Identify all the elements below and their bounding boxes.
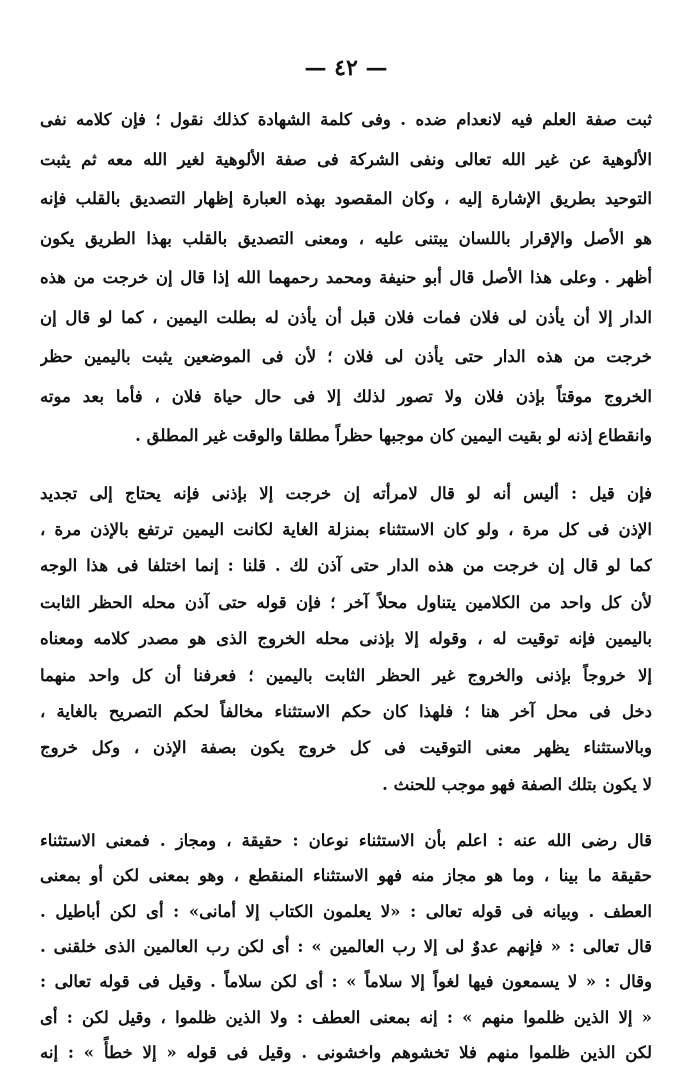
paragraph-2 — [40, 476, 652, 804]
text-line: كما لو قال إن خرجت من هذه الدار حتى آذن لك . قلنا : إنما اختلفا فى هذا الوجه — [40, 556, 652, 576]
text-line: حقيقة ما بينا ، وما هو مجاز منه فهو الاستثناء المنقطع ، وهو بمعنى لكن أو بمعنى — [40, 866, 652, 886]
text-line: وقال : « لا يسمعون فيها لغواً إلا سلاماً » : أى لكن سلاماً . وقيل فى قوله تعالى : — [40, 972, 652, 992]
paragraph-1 — [40, 100, 652, 456]
text-line: باليمين فإنه توقيت له ، وقوله إلا بإذنى محله الخروج الذى هو مصدر كلامه ومعناه — [40, 629, 652, 649]
text-line: لكن الذين ظلموا منهم فلا تخشوهم واخشونى . وقيل فى قوله « إلا خطأً » : إنه — [40, 1042, 652, 1062]
text-line: لأن كل واحد من الكلامين يتناول محلاً آخر ؛ فإن قوله حتى آذن محله الحظر الثابت — [40, 592, 652, 612]
text-line: قال رضى الله عنه : اعلم بأن الاستثناء نوعان : حقيقة ، ومجاز . فمعنى الاستثناء — [40, 831, 652, 851]
text-line: خرجت من هذه الدار حتى يأذن لى فلان ؛ لأن فى الموضعين يثبت باليمين حظر — [40, 347, 652, 366]
text-line: أظهر . وعلى هذا الأصل قال أبو حنيفة ومحمد رحمهما الله إذا قال إن خرجت من هذه — [40, 268, 652, 287]
text-line: قال تعالى : « فإنهم عدوٌ لى إلا رب العالمين » : أى لكن رب العالمين الذى خلقنى . — [40, 937, 652, 957]
page-number: — ٤٢ — — [304, 55, 388, 81]
text-line: فإن قيل : أليس أنه لو قال لامرأته إن خرجت إلا بإذنى فإنه يحتاج إلى تجديد — [40, 483, 652, 503]
text-line: دخل فى محل آخر هنا ؛ فلهذا كان حكم الاستثناء مخالفاً لحكم التصريح بالغاية ، — [40, 701, 652, 721]
text-line: الإذن فى كل مرة ، ولو كان الاستثناء بمنزلة الغاية لكانت اليمين ترتفع بالإذن مرة ، — [40, 519, 652, 539]
text-line: وبالاستثناء يظهر معنى التوقيت فى كل خروج يكون بصفة الإذن ، وكل خروج — [40, 738, 652, 758]
text-line: وانقطاع إذنه لو بقيت اليمين كان موجبها حظراً مطلقا والوقت غير المطلق . — [135, 426, 652, 445]
text-line: الألوهية عن غير الله تعالى ونفى الشركة فى صفة الألوهية لغير الله معه ثم يثبت — [40, 149, 652, 169]
text-line: « إلا الذين ظلموا منهم » : إنه بمعنى العطف : ولا الذين ظلموا ، وقيل لكن : أى — [40, 1007, 652, 1027]
text-line: هو الأصل والإقرار باللسان يبتنى عليه ، ومعنى التصديق بالقلب بهذا الطريق يكون — [40, 228, 652, 248]
text-line: لا يكون بتلك الصفة فهو موجب للحنث . — [382, 774, 652, 794]
text-line: العطف . وبيانه فى قوله تعالى : «لا يعلمون الكتاب إلا أمانى» : أى لكن أباطيل . — [40, 901, 652, 921]
text-line: التوحيد بطريق الإشارة إليه ، وكان المقصود بهذه العبارة إظهار التصديق بالقلب فإنه — [40, 189, 652, 208]
text-line: الخروج موقتاً بإذن فلان ولا تصور لذلك إلا فى حال حياة فلان ، فأما بعد موته — [40, 386, 652, 406]
text-line: الدار إلا أن يأذن لى فلان فمات فلان قبل أن يأذن له بطلت اليمين ، كما لو قال إن — [40, 307, 652, 327]
text-line: إلا خروجاً بإذنى والخروج غير الحظر الثابت باليمين ؛ فعرفنا أن كل واحد منهما — [40, 665, 652, 685]
text-line: ثبت صفة العلم فيه لانعدام ضده . وفى كلمة الشهادة كذلك نقول ؛ فإن كلامه نفى — [40, 110, 652, 129]
paragraph-3 — [40, 823, 652, 1070]
